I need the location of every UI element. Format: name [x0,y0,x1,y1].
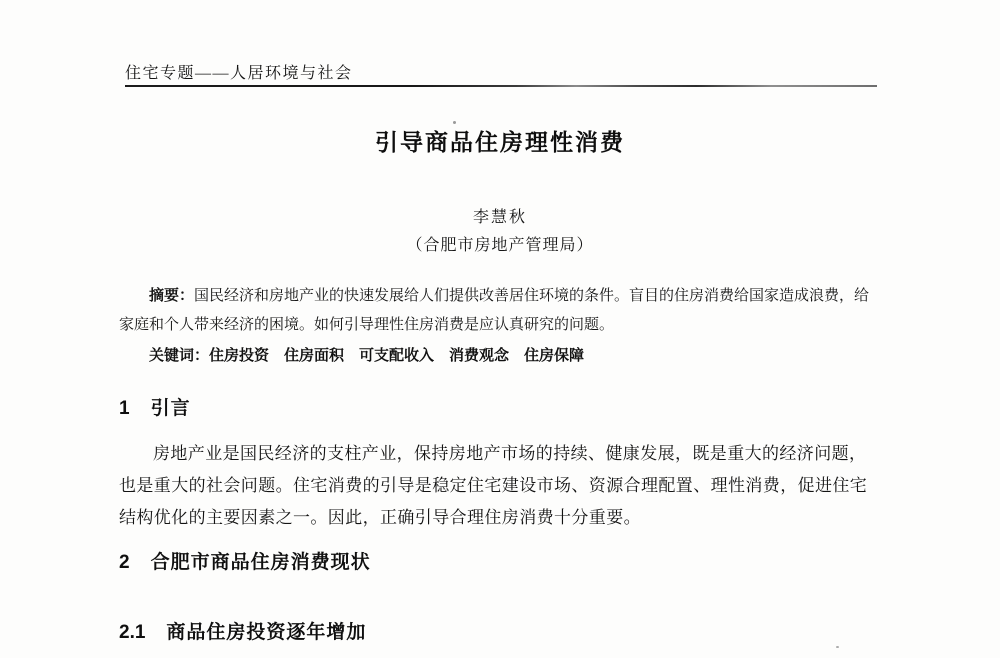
keywords [119,341,909,370]
paragraph-line: 也是重大的社会问题。住宅消费的引导是稳定住宅建设市场、资源合理配置、理性消费，促进住宅 [119,476,868,495]
abstract-line: 家庭和个人带来经济的困境。如何引导理性住房消费是应认真研究的问题。 [119,317,615,333]
section-heading-introduction [119,393,191,420]
section-title: 合肥市商品住房消费现状 [150,552,371,573]
section-heading-status [119,547,371,574]
scan-speck [836,646,839,648]
running-header: 住宅专题——人居环境与社会 [125,65,353,82]
scan-speck [453,121,456,124]
section-heading-investment [119,617,366,644]
section-number: 1 [119,398,130,419]
abstract-text: 国民经济和房地产业的快速发展给人们提供改善居住环境的条件。盲目的住房消费给国家造成浪费，给 [194,288,870,304]
keywords-label: 关键词： [149,347,210,364]
keywords-text: 住房投资 住房面积 可支配收入 消费观念 住房保障 [209,347,585,364]
paragraph-line: 房地产业是国民经济的支柱产业，保持房地产市场的持续、健康发展，既是重大的经济问题， [153,444,867,463]
article-title: 引导商品住房理性消费 [375,129,625,155]
section-number: 2 [119,552,130,573]
section-title: 引言 [150,398,191,419]
abstract [119,281,909,340]
intro-paragraph [119,438,919,534]
header-rule [125,85,877,87]
abstract-label: 摘要： [149,287,195,304]
section-number: 2.1 [119,622,146,643]
paragraph-line: 结构优化的主要因素之一。因此，正确引导合理住房消费十分重要。 [119,508,641,527]
abstract-line [119,281,909,311]
author-affiliation: （合肥市房地产管理局） [406,237,594,254]
author-name: 李慧秋 [472,209,527,226]
section-title: 商品住房投资逐年增加 [166,622,367,643]
